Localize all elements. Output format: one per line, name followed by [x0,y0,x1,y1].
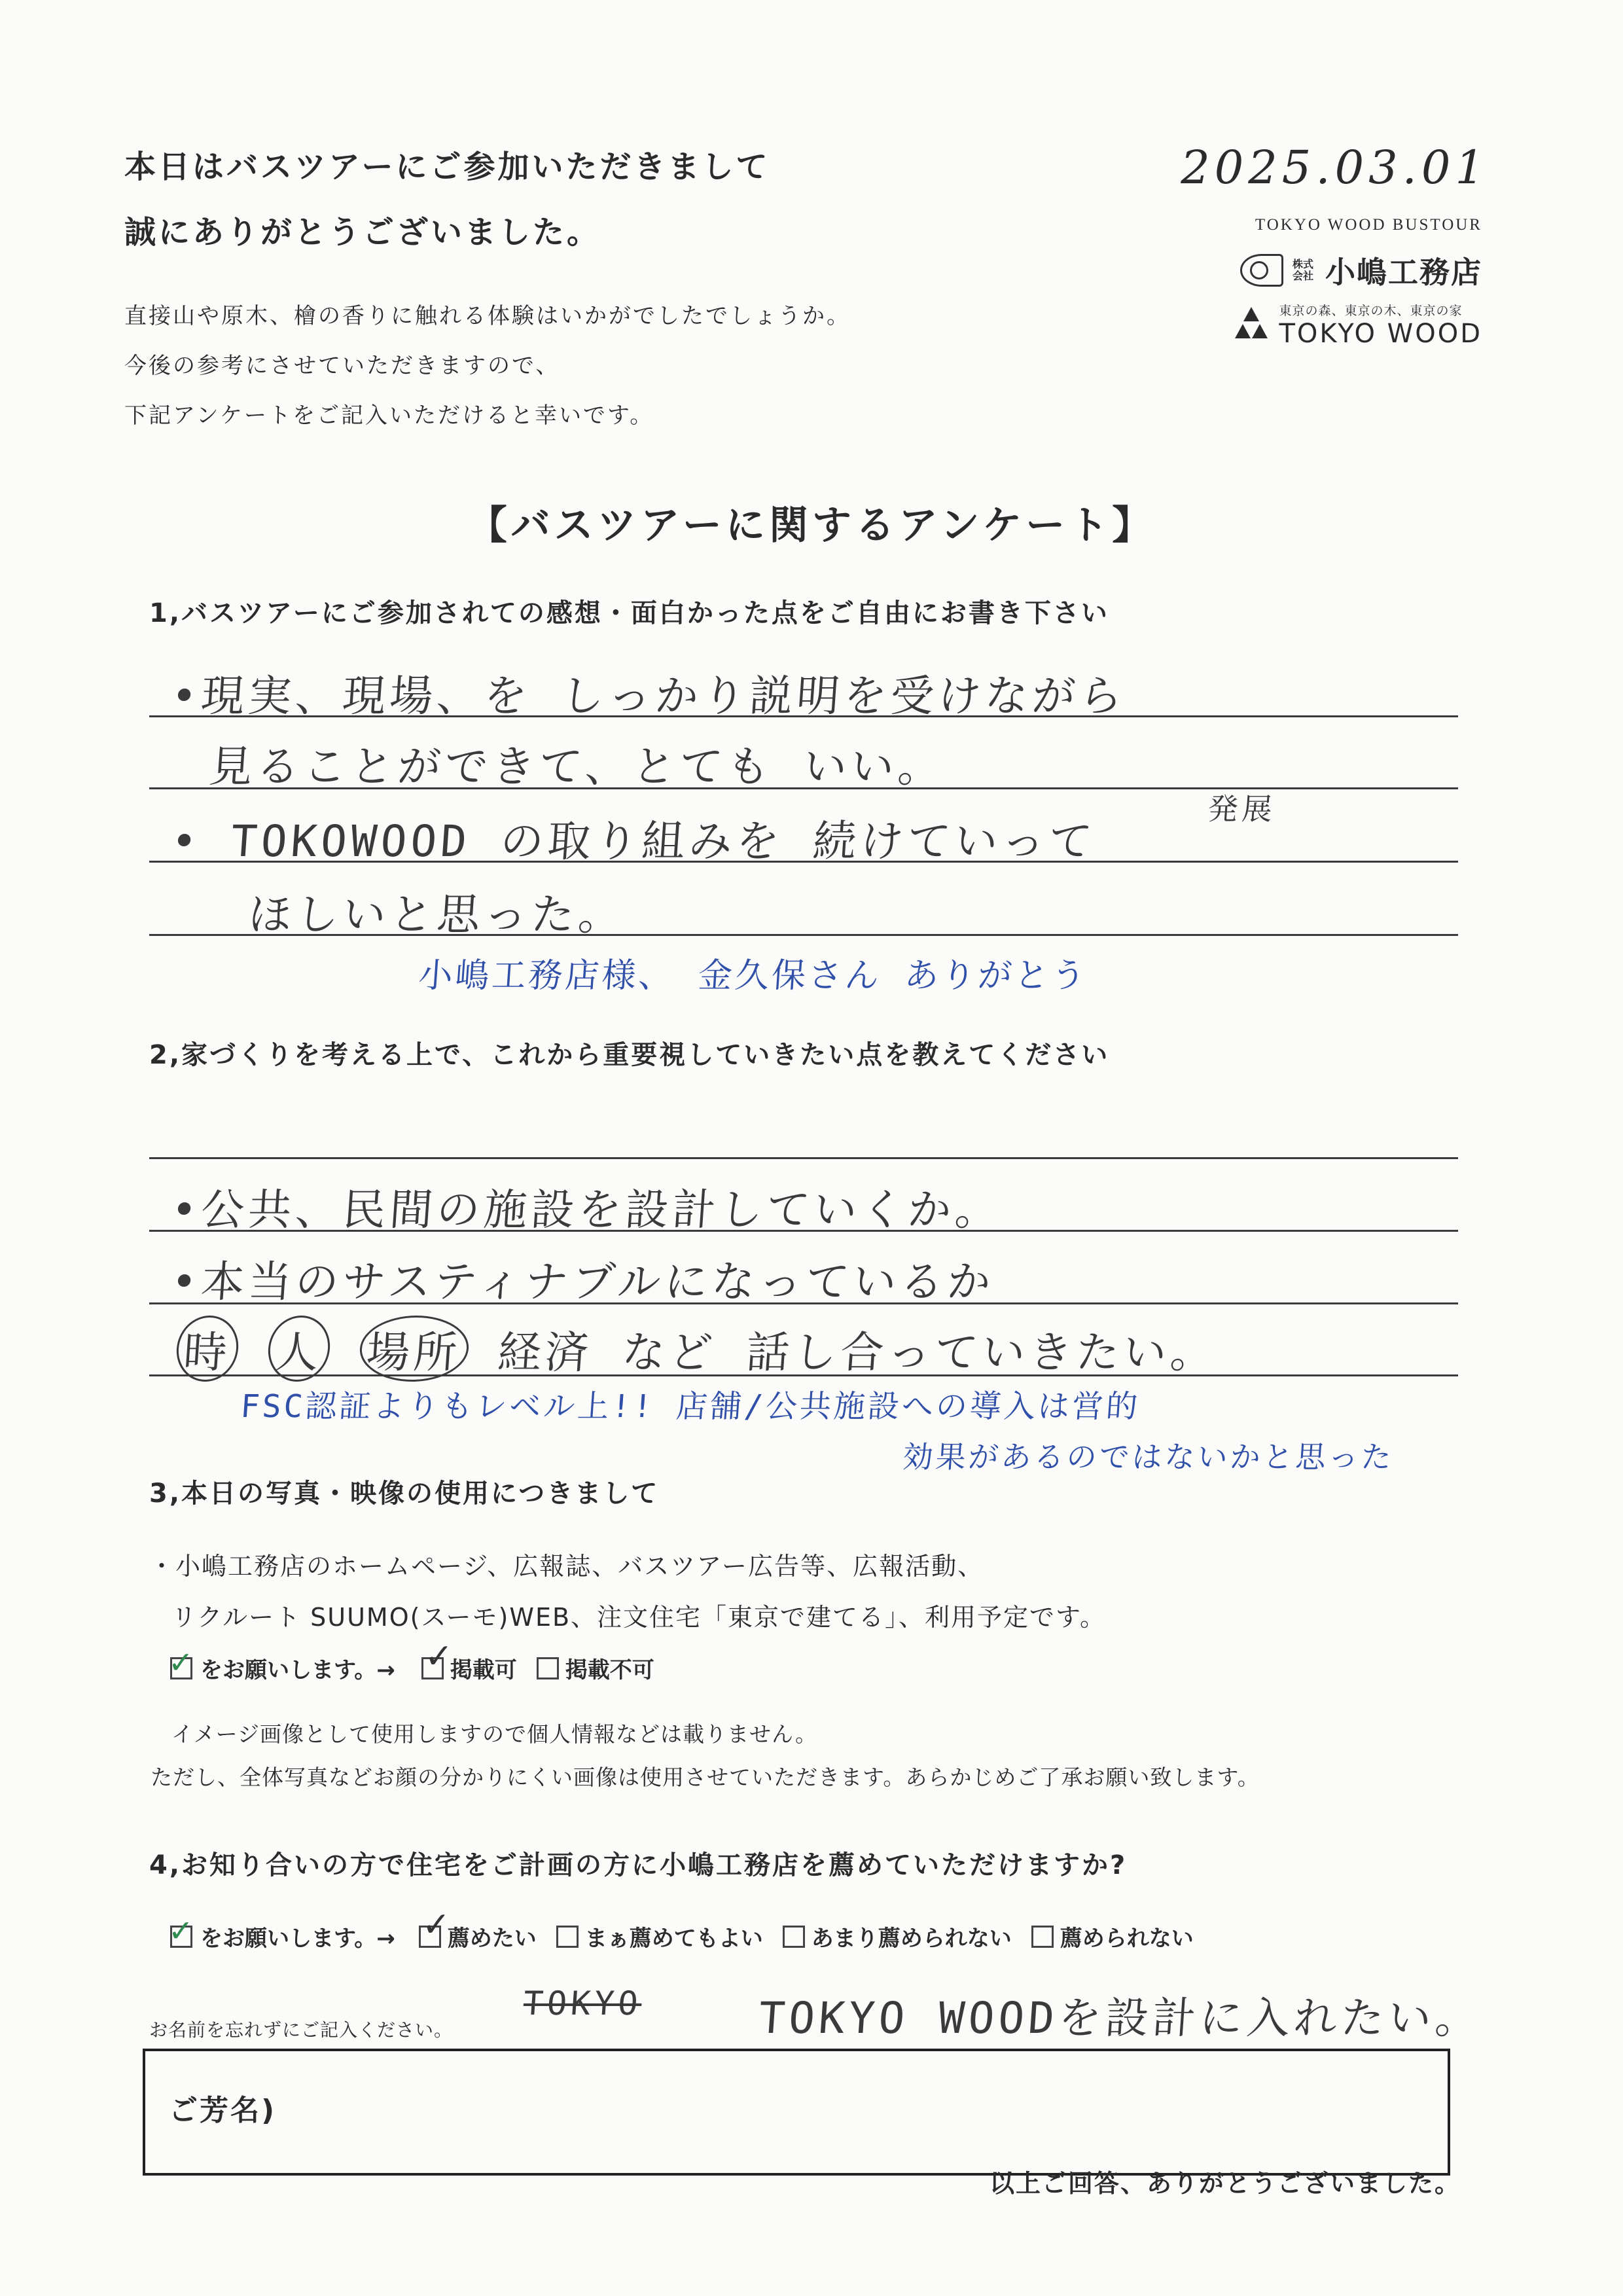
tour-label: TOKYO WOOD BUSTOUR [1255,216,1482,234]
survey-title: 【バスツアーに関するアンケート】 [467,503,1156,548]
handwritten-answer: •現実、現場、を しっかり説明を受けながら [169,671,1128,721]
recommend-option-checkbox[interactable] [1031,1926,1054,1948]
intro-line-2: 誠にありがとうございました。 [124,214,601,251]
lead-line-2: 今後の参考にさせていただきますので、 [124,353,560,379]
question-1: 1,バスツアーにご参加されての感想・面白かった点をご自由にお書き下さい [149,598,1109,628]
company-type: 株式会社 [1293,258,1314,282]
handwritten-answer: • TOKOWOOD の取り組みを 続けていって [169,816,1098,867]
handwritten-insertion: 発展 [1206,791,1277,827]
recommend-option-label: まぁ薦めてもよい [584,1926,763,1952]
brand-name: TOKYO WOOD [1279,319,1482,349]
handwritten-blue-note: 効果があるのではないかと思った [901,1439,1395,1475]
circled-word: 時 [174,1316,240,1382]
handwritten-struck-text: TOKYO [522,1984,643,2022]
recommend-option-label: 薦めたい [447,1926,537,1952]
privacy-note-1: イメージ画像として使用しますので個人情報などは載りません。 [171,1721,817,1747]
question-4: 4,お知り合いの方で住宅をご計画の方に小嶋工務店を薦めていただけますか? [149,1850,1128,1880]
name-field[interactable] [143,2049,1450,2176]
lead-line-3: 下記アンケートをご記入いただけると幸いです。 [124,403,654,429]
intro-lead [124,291,851,440]
closing-message: 以上ご回答、ありがとうございました。 [989,2169,1461,2198]
recommend-option-checkbox[interactable] [783,1926,805,1948]
company-logo [1240,249,1482,292]
handwritten-blue-note: 小嶋工務店様、 金久保さん ありがとう [417,956,1090,996]
intro-line-1: 本日はバスツアーにご参加いただきまして [124,149,770,185]
recommend-row [170,1920,1213,1952]
legend-checkbox [170,1657,192,1679]
circled-word: 場所 [357,1316,471,1382]
consent-denied-label: 掲載不可 [565,1657,654,1683]
name-label: ご芳名) [169,2094,277,2127]
recommend-option-label: あまり薦められない [811,1926,1012,1952]
question-2: 2,家づくりを考える上で、これから重要視していきたい点を教えてください [149,1040,1110,1070]
handwritten-blue-note: FSC認証よりもレベル上!! 店舗/公共施設への導入は営的 [239,1388,1141,1425]
recommend-option-checkbox[interactable] [556,1926,579,1948]
company-logo-icon [1240,254,1283,287]
usage-description-1: ・小嶋工務店のホームページ、広報誌、バスツアー広告等、広報活動、 [149,1552,984,1581]
handwritten-answer: ほしいと思った。 [246,889,628,940]
privacy-note-2: ただし、全体写真などお顔の分かりにくい画像は使用させていただきます。あらかじめご了承お願い致します。 [151,1765,1260,1790]
intro-heading [124,134,770,265]
company-name: 小嶋工務店 [1325,255,1482,290]
recommend-option-checkbox[interactable] [419,1926,441,1948]
event-date: 2025.03.01 [1181,141,1489,194]
usage-description-2: リクルート SUUMO(スーモ)WEB、注文住宅「東京で建てる」、利用予定です。 [171,1603,1106,1632]
legend-checkbox [170,1926,192,1948]
question-3: 3,本日の写真・映像の使用につきまして [149,1479,660,1509]
handwritten-answer: •本当のサスティナブルになっているか [169,1257,997,1307]
handwritten-answer: 見ることができて、とても いい。 [207,742,947,792]
tree-triangles-icon [1232,307,1270,344]
circled-word: 人 [266,1316,332,1382]
brand-tagline: 東京の森、東京の木、東京の家 [1279,304,1463,318]
recommend-option-label: 薦められない [1060,1926,1194,1952]
consent-denied-checkbox[interactable] [537,1657,559,1679]
handwritten-answer: •公共、民間の施設を設計していくか。 [169,1185,1005,1235]
handwritten-answer-line-3 [174,1316,1220,1382]
please-check-text: をお願いします。→ [200,1657,395,1683]
name-prompt: お名前を忘れずにご記入ください。 [149,2019,454,2041]
photo-consent-row [170,1652,674,1684]
brand-logo [1232,301,1483,349]
consent-allowed-label: 掲載可 [450,1657,517,1683]
answer-line [149,1157,1458,1159]
consent-allowed-checkbox[interactable] [421,1657,444,1679]
lead-line-1: 直接山や原木、檜の香りに触れる体験はいかがでしたでしょうか。 [124,303,851,329]
handwritten-comment: TOKYO WOODを設計に入れたい。 [757,1993,1484,2043]
please-check-text: をお願いします。→ [200,1926,395,1952]
handwritten-answer: 経済 など 話し合っていきたい。 [496,1327,1220,1378]
